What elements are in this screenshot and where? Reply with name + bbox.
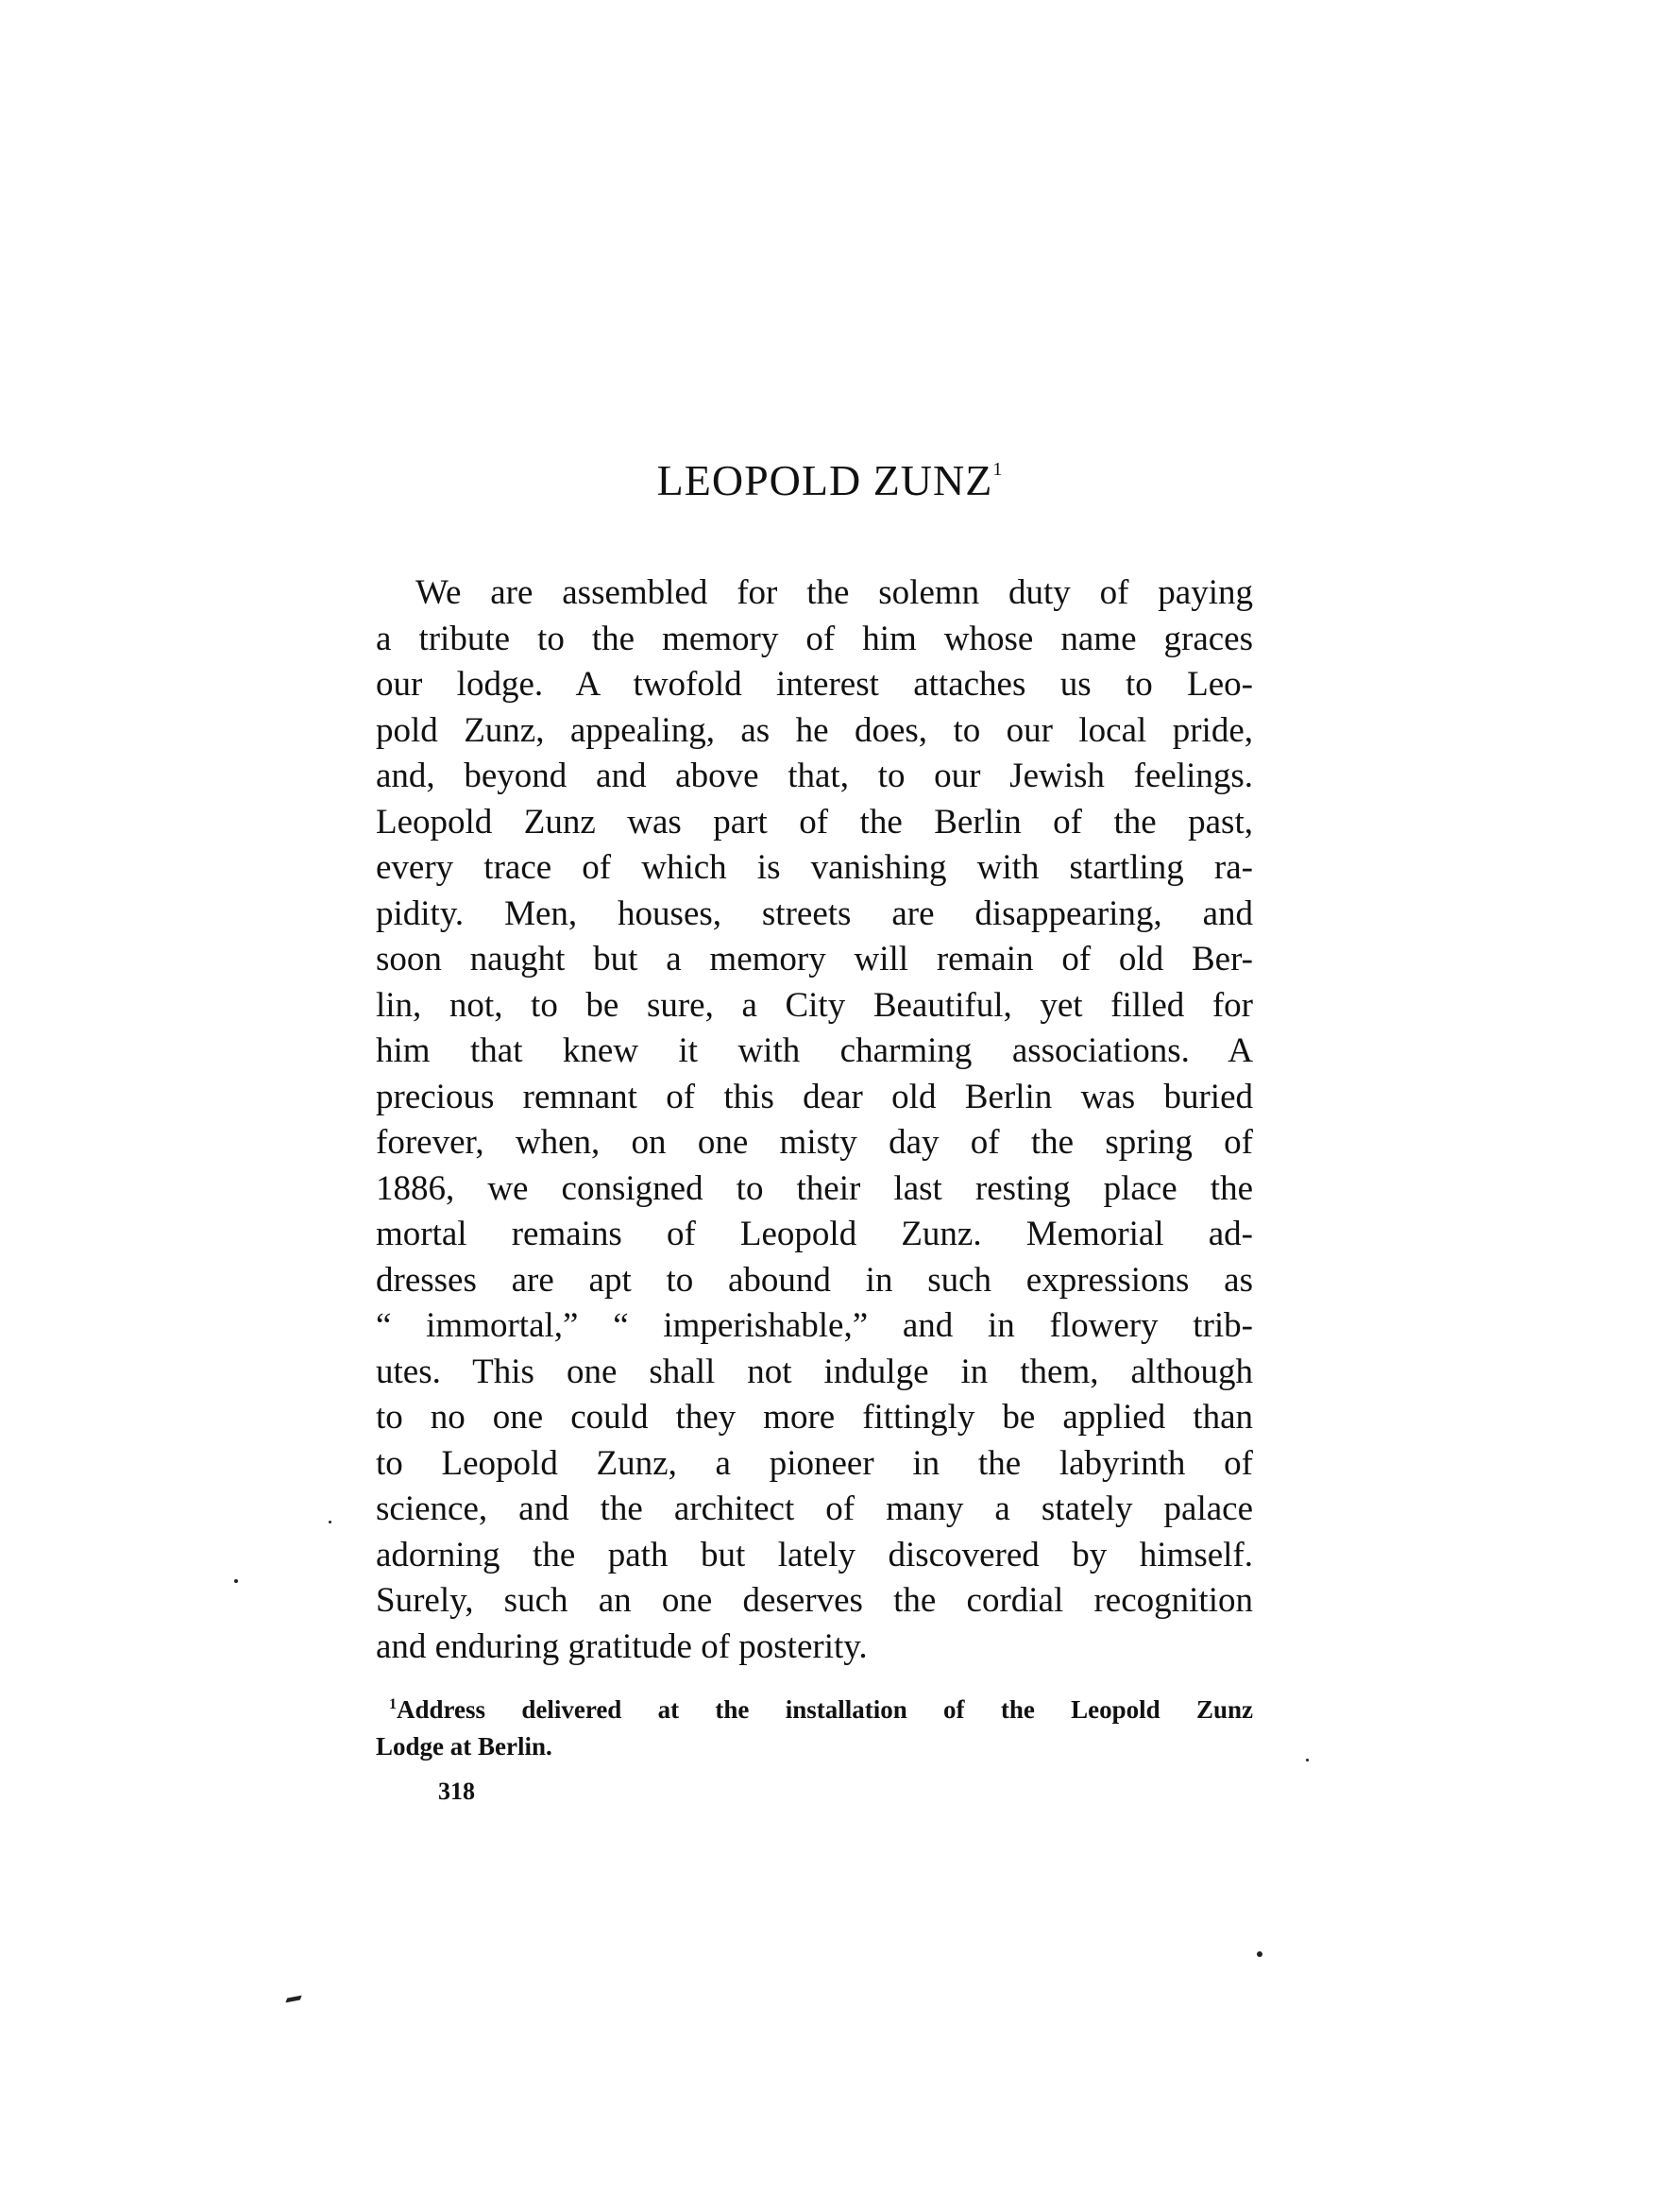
footnote xyxy=(376,1689,1253,1772)
body-line: precious remnant of this dear old Berlin was buried xyxy=(376,1077,1253,1116)
body-line: We are assembled for the solemn duty of paying xyxy=(415,573,1253,612)
body-line: forever, when, on one misty day of the spring of xyxy=(376,1123,1253,1162)
body-line: mortal remains of Leopold Zunz. Memorial ad- xyxy=(376,1215,1253,1253)
body-line: pold Zunz, appealing, as he does, to our local pride, xyxy=(376,710,1253,750)
footnote-text: Address delivered at the installation of the Leopold Zunz xyxy=(397,1695,1253,1724)
title-text: LEOPOLD ZUNZ xyxy=(656,456,993,504)
scan-speck xyxy=(329,1521,331,1523)
body-line: and enduring gratitude of posterity. xyxy=(376,1626,868,1666)
body-line: lin, not, to be sure, a City Beautiful, yet filled for xyxy=(376,985,1253,1025)
footnote-mark: 1 xyxy=(389,1696,397,1712)
body-line: to no one could they more fittingly be applied than xyxy=(376,1398,1253,1437)
body-line: science, and the architect of many a stately palace xyxy=(376,1489,1253,1528)
body-line: pidity. Men, houses, streets are disappearing, and xyxy=(376,893,1253,933)
scan-speck xyxy=(1306,1759,1309,1761)
chapter-title xyxy=(0,455,1660,505)
body-line: him that knew it with charming associations. A xyxy=(376,1031,1253,1070)
body-line: and, beyond and above that, to our Jewish feelings. xyxy=(376,757,1253,795)
body-line: soon naught but a memory will remain of old Ber- xyxy=(376,940,1253,978)
body-line: “ immortal,” “ imperishable,” and in flowery trib- xyxy=(376,1306,1253,1345)
body-line: Leopold Zunz was part of the Berlin of the past, xyxy=(376,802,1253,842)
body-line: adorning the path but lately discovered by himself. xyxy=(376,1535,1253,1574)
body-line: 1886, we consigned to their last resting place the xyxy=(376,1168,1253,1208)
body-line: a tribute to the memory of him whose name graces xyxy=(376,619,1253,658)
body-line: utes. This one shall not indulge in them, although xyxy=(376,1352,1253,1391)
body-line: dresses are apt to abound in such expressions as xyxy=(376,1260,1253,1300)
footnote-line xyxy=(376,1689,1253,1730)
body-line: Surely, such an one deserves the cordial recognition xyxy=(376,1581,1253,1620)
body-line: to Leopold Zunz, a pioneer in the labyrinth of xyxy=(376,1443,1253,1483)
body-line: our lodge. A twofold interest attaches us to Leo- xyxy=(376,665,1253,704)
footnote-line: Lodge at Berlin. xyxy=(376,1732,552,1761)
title-footnote-mark: 1 xyxy=(992,459,1004,480)
page-number: 318 xyxy=(438,1778,475,1805)
body-text xyxy=(376,570,1253,1670)
scan-speck xyxy=(1257,1951,1262,1957)
scan-speck xyxy=(285,1996,301,2003)
scan-speck xyxy=(234,1579,238,1583)
body-line: every trace of which is vanishing with startling ra- xyxy=(376,848,1253,887)
